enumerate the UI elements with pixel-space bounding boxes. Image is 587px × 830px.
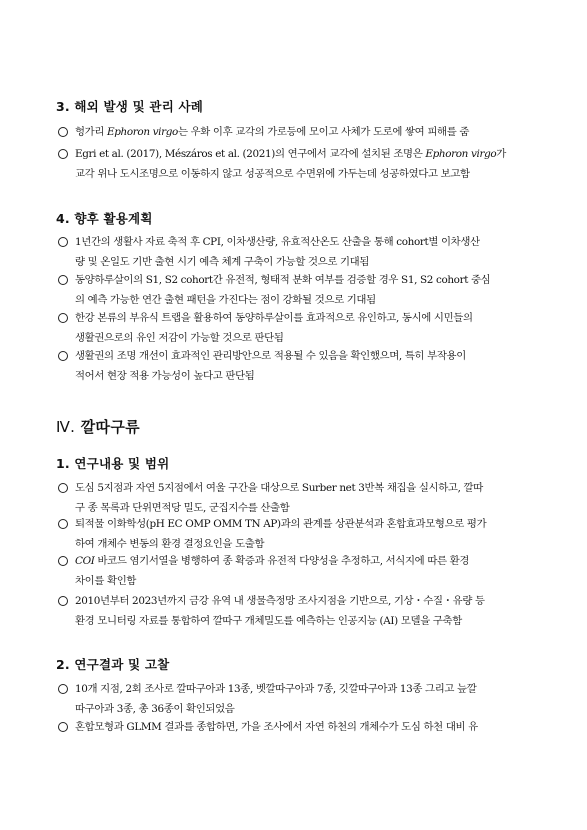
circle-bullet-icon <box>58 556 68 566</box>
item-line: 차이를 확인함 <box>75 575 137 587</box>
item-line: COI 바코드 염기서열을 병행하여 종 확증과 유전적 다양성을 추정하고, 서식지에 따른 환경 <box>75 555 470 567</box>
item-line: 의 예측 가능한 연간 출현 패턴을 가진다는 점이 강화될 것으로 기대됨 <box>75 294 376 306</box>
chapter-heading <box>56 416 140 437</box>
subsection-2-heading: 2. 연구결과 및 고찰 <box>56 657 170 672</box>
circle-bullet-icon <box>58 519 68 529</box>
item-line: 혼합모형과 GLMM 결과를 종합하면, 가을 조사에서 자연 하천의 개체수가 도심 하천 대비 유 <box>75 721 478 733</box>
item-line: Egri et al. (2017), Mészáros et al. (2021)의 연구에서 교각에 설치된 조명은 Ephoron virgo가 <box>75 148 506 160</box>
circle-bullet-icon <box>58 275 68 285</box>
section-3-heading: 3. 해외 발생 및 관리 사례 <box>56 99 204 114</box>
item-line: 하여 개체수 변동의 환경 결정요인을 도출함 <box>75 538 265 550</box>
item-line: 생활권의 조명 개선이 효과적인 관리방안으로 적용될 수 있음을 확인했으며, 특히 부작용이 <box>75 350 466 362</box>
item-line: 한강 본류의 부유식 트랩을 활용하여 동양하루살이를 효과적으로 유인하고, 동시에 시민들의 <box>75 312 473 324</box>
item-line: 따구아과 3종, 총 36종이 확인되었음 <box>75 703 235 715</box>
item-line: 구 종 목록과 단위면적당 밀도, 군집지수를 산출함 <box>75 502 290 514</box>
circle-bullet-icon <box>58 313 68 323</box>
circle-bullet-icon <box>58 483 68 493</box>
item-line: 1년간의 생활사 자료 축적 후 CPI, 이차생산량, 유효적산온도 산출을 통해 cohort별 이차생산 <box>75 236 480 248</box>
chapter-number: Ⅳ. <box>56 418 76 436</box>
item-line: 동양하루살이의 S1, S2 cohort간 유전적, 형태적 분화 여부를 검증할 경우 S1, S2 cohort 중심 <box>75 274 491 286</box>
item-line: 적어서 현장 적용 가능성이 높다고 판단됨 <box>75 370 255 382</box>
circle-bullet-icon <box>58 237 68 247</box>
section-4-heading: 4. 향후 활용계획 <box>56 211 153 226</box>
circle-bullet-icon <box>58 351 68 361</box>
circle-bullet-icon <box>58 722 68 732</box>
circle-bullet-icon <box>58 127 68 137</box>
item-line: 10개 지점, 2회 조사로 깔따구아과 13종, 벳깔따구아과 7종, 깃깔따구아과 13종 그리고 늪깔 <box>75 683 477 695</box>
item-line: 량 및 온일도 기반 출현 시기 예측 체계 구축이 가능할 것으로 기대됨 <box>75 256 370 268</box>
circle-bullet-icon <box>58 596 68 606</box>
item-line: 헝가리 Ephoron virgo는 우화 이후 교각의 가로등에 모이고 사체가 도로에 쌓여 피해를 줌 <box>75 126 470 138</box>
item-line: 도심 5지점과 자연 5지점에서 여울 구간을 대상으로 Surber net 3반복 채집을 실시하고, 깔따 <box>75 482 483 494</box>
circle-bullet-icon <box>58 149 68 159</box>
item-line: 교각 위나 도시조명으로 이동하지 않고 성공적으로 수면위에 가두는데 성공하였다고 보고함 <box>75 168 470 180</box>
subsection-1-heading: 1. 연구내용 및 범위 <box>56 456 170 471</box>
item-line: 생활권으로의 유인 저감이 가능할 것으로 판단됨 <box>75 332 284 344</box>
item-line: 환경 모니터링 자료를 통합하여 깔따구 개체밀도를 예측하는 인공지능 (AI) 모델을 구축함 <box>75 615 462 627</box>
item-line: 퇴적물 이화학성(pH EC OMP OMM TN AP)과의 관계를 상관분석과 혼합효과모형으로 평가 <box>75 518 487 530</box>
chapter-title: 깔따구류 <box>80 418 140 436</box>
item-line: 2010년부터 2023년까지 금강 유역 내 생물측정망 조사지점을 기반으로, 기상・수질・유량 등 <box>75 595 485 607</box>
circle-bullet-icon <box>58 684 68 694</box>
